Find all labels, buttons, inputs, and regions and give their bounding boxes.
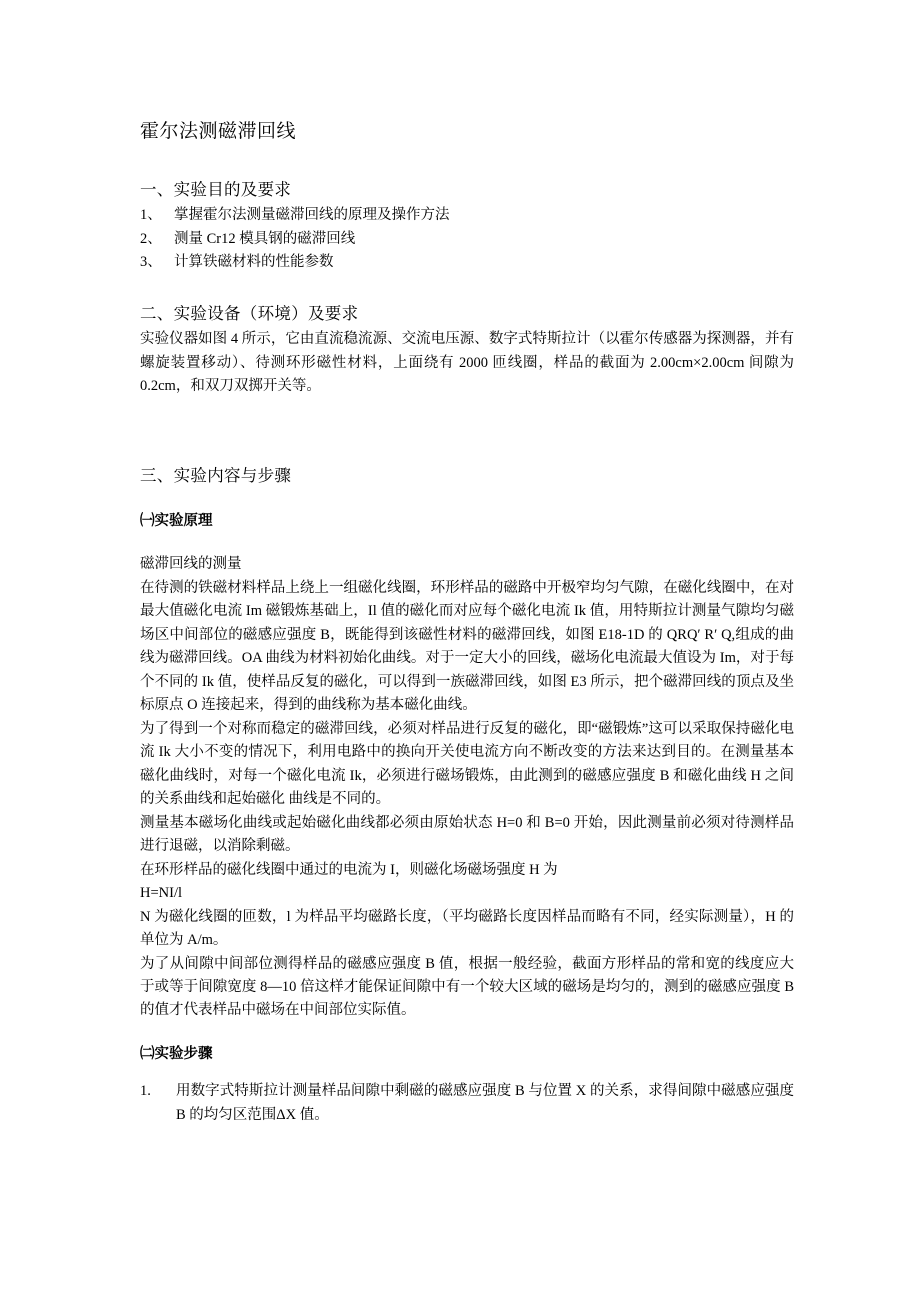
list-item <box>140 251 794 274</box>
spacer <box>140 533 794 553</box>
equipment-paragraph: 实验仪器如图 4 所示，它由直流稳流源、交流电压源、数字式特斯拉计（以霍尔传感器为探测器，并有螺旋装置移动）、待测环形磁性材料，上面绕有 2000 匝线圈，样品的截面为 2.00cm×2.00cm 间隙为 0.2cm，和双刀双掷开关等。 <box>140 331 794 395</box>
subheading-steps: ㈡实验步骤 <box>140 1045 213 1062</box>
subheading-principle: ㈠实验原理 <box>140 513 213 530</box>
list-item <box>140 204 794 227</box>
step-item <box>140 1080 794 1127</box>
principle-paragraph: N 为磁化线圈的匝数，l 为样品平均磁路长度，（平均磁路长度因样品而略有不同，经实际测量），H 的单位为 A/m。 <box>140 908 794 949</box>
section-heading-equipment: 二、实验设备（环境）及要求 <box>140 303 359 323</box>
list-marker: 1、 <box>140 207 162 224</box>
principle-paragraph: 在待测的铁磁材料样品上绕上一组磁化线圈，环形样品的磁路中开极窄均匀气隙，在磁化线圈中，在对最大值磁化电流 Im 磁锻炼基础上，Il 值的磁化而对应每个磁化电流 Ik 值，用特斯拉计测量气隙均匀磁场区中间部位的磁感应强度 B，既能得到该磁性材料的磁滞回线，如图 E18-1D 的 QRQ′ R′ Q,组成的曲线为磁滞回线。OA 曲线为材料初始化曲线。对于一定大小的回线，磁场化电流最大值设为 Im，对于每个不同的 Ik 值，使样品反复的磁化，可以得到一族磁滞回线，如图 E3 所示，把个磁滞回线的顶点及坐标原点 O 连接起来，得到的曲线称为基本磁化曲线。 <box>140 579 794 714</box>
step-text: 用数字式特斯拉计测量样品间隙中剩磁的磁感应强度 B 与位置 X 的关系，求得间隙中磁感应强度 B 的均匀区范围ΔX 值。 <box>176 1083 794 1123</box>
spacer <box>140 1023 794 1043</box>
section-content-steps <box>140 463 794 1128</box>
section-heading-content: 三、实验内容与步骤 <box>140 465 292 485</box>
section-equipment <box>140 301 794 399</box>
principle-paragraph: 在环形样品的磁化线圈中通过的电流为 I，则磁化场磁场强度 H 为 <box>140 861 558 878</box>
list-marker: 2、 <box>140 230 162 247</box>
step-number: 1. <box>140 1083 151 1100</box>
section-objectives <box>140 177 794 275</box>
spacer <box>140 490 794 510</box>
principle-intro: 磁滞回线的测量 <box>140 556 242 573</box>
principle-paragraph: 为了从间隙中间部位测得样品的磁感应强度 B 值，根据一般经验，截面方形样品的常和宽的线度应大于或等于间隙宽度 8—10 倍这样才能保证间隙中有一个较大区域的磁场是均匀的，测到的磁感应强度 B 的值才代表样品中磁场在中间部位实际值。 <box>140 955 794 1019</box>
list-marker: 3、 <box>140 254 162 271</box>
spacer <box>140 399 794 463</box>
list-text: 测量 Cr12 模具钢的磁滞回线 <box>174 230 356 247</box>
principle-paragraph: 为了得到一个对称而稳定的磁滞回线，必须对样品进行反复的磁化，即“磁锻炼”这可以采取保持磁化电流 Ik 大小不变的情况下，利用电路中的换向开关使电流方向不断改变的方法来达到目的。在测量基本磁化曲线时，对每一个磁化电流 Ik，必须进行磁场锻炼，由此测到的磁感应强度 B 和磁化曲线 H 之间的关系曲线和起始磁化 曲线是不同的。 <box>140 720 794 808</box>
page-title: 霍尔法测磁滞回线 <box>140 121 297 142</box>
principle-paragraph: 测量基本磁场化曲线或起始磁化曲线都必须由原始状态 H=0 和 B=0 开始，因此测量前必须对待测样品进行退磁，以消除剩磁。 <box>140 814 794 855</box>
list-item <box>140 228 794 251</box>
list-text: 掌握霍尔法测量磁滞回线的原理及操作方法 <box>174 207 450 224</box>
section-heading-objectives: 一、实验目的及要求 <box>140 179 292 199</box>
formula-line: H=NI/l <box>140 885 183 902</box>
list-text: 计算铁磁材料的性能参数 <box>174 254 334 271</box>
